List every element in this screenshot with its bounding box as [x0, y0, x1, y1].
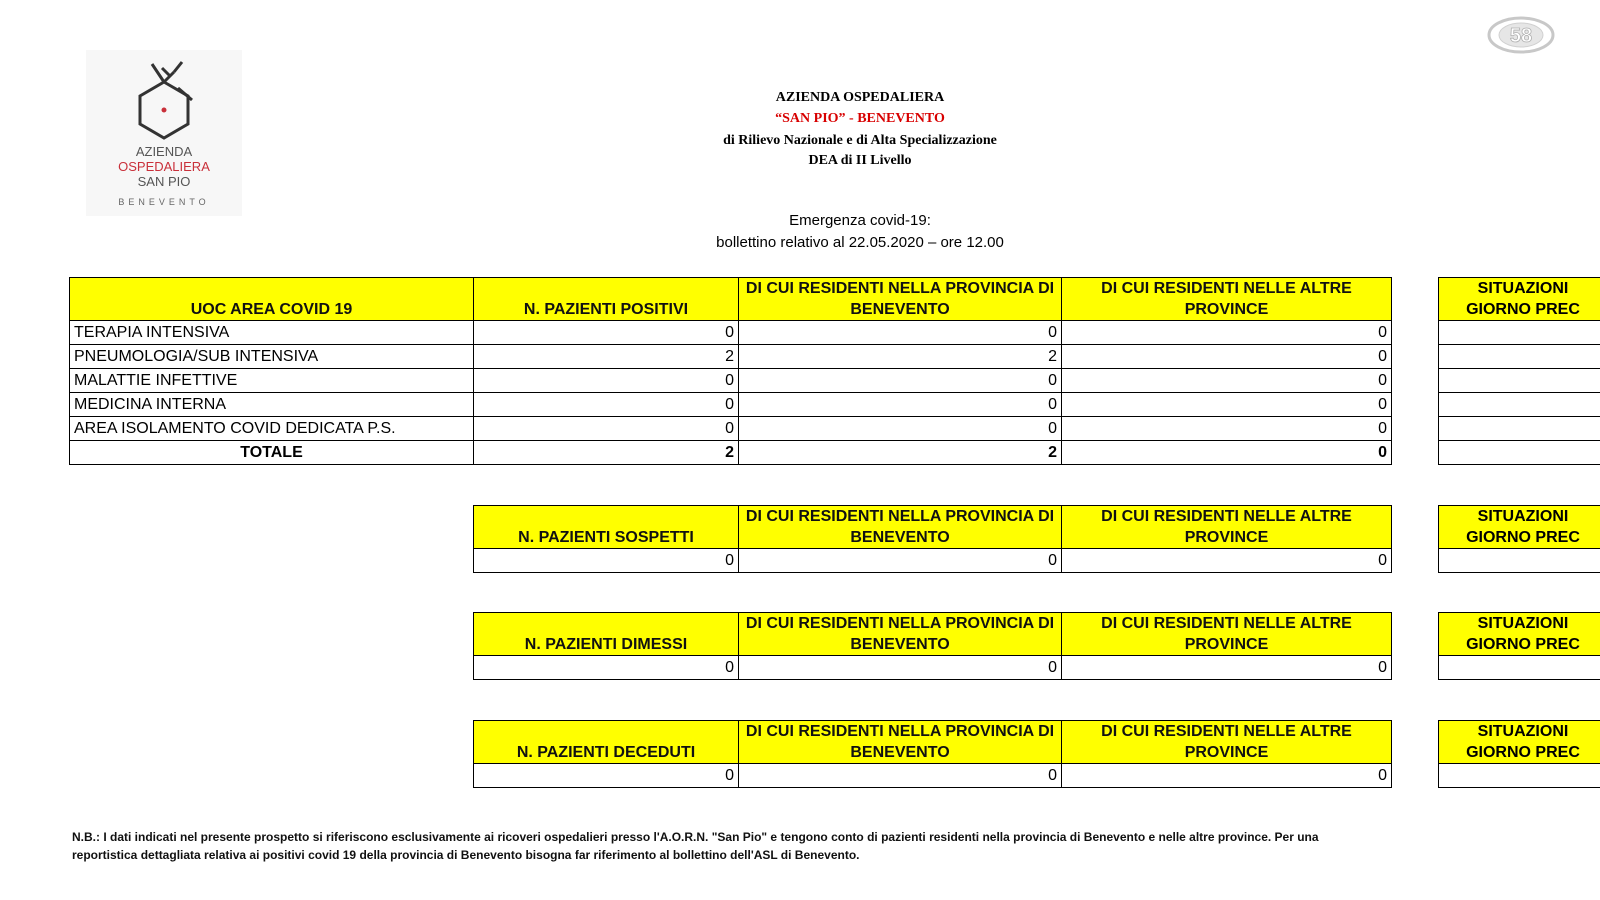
table-row	[474, 656, 1392, 680]
side-cell	[1439, 764, 1600, 788]
header-cell: DI CUI RESIDENTI NELLE ALTRE PROVINCE	[1062, 613, 1392, 656]
cell-value: 0	[474, 656, 739, 680]
cell-value: 0	[1062, 656, 1392, 680]
side-header-cell: SITUAZIONI GIORNO PREC	[1439, 278, 1600, 321]
cell-value: 0	[1062, 321, 1392, 345]
deceduti-table	[473, 720, 1392, 788]
channel-watermark	[1486, 14, 1556, 56]
header-cell: UOC AREA COVID 19	[70, 278, 474, 321]
watermark-label: 58	[1509, 25, 1533, 47]
sospetti-table	[473, 505, 1392, 573]
side-cell	[1439, 321, 1600, 345]
header-cell: DI CUI RESIDENTI NELLE ALTRE PROVINCE	[1062, 506, 1392, 549]
header-cell: DI CUI RESIDENTI NELLE ALTRE PROVINCE	[1062, 278, 1392, 321]
cell-value: 0	[1062, 417, 1392, 441]
table-row	[474, 549, 1392, 573]
footnote-line-1: N.B.: I dati indicati nel presente prospetto si riferiscono esclusivamente ai ricoveri ospedalieri presso l'A.O.R.N. "San Pio" e tengono conto di pazienti residenti nella provincia di Benevento e nelle altre province. Per una	[72, 830, 1319, 844]
dimessi-table	[473, 612, 1392, 680]
cell-value: 2	[739, 345, 1062, 369]
header-cell: N. PAZIENTI DECEDUTI	[474, 721, 739, 764]
side-cell	[1439, 345, 1600, 369]
previous-day-table	[1438, 612, 1600, 680]
cell-value: 0	[739, 321, 1062, 345]
total-row	[70, 441, 1392, 465]
row-label: MEDICINA INTERNA	[70, 393, 474, 417]
cell-value: 0	[1062, 393, 1392, 417]
cell-value: 0	[474, 549, 739, 573]
channel-logo-icon	[1486, 14, 1556, 56]
cell-value: 0	[1062, 369, 1392, 393]
main-covid-table	[69, 277, 1392, 465]
hospital-logo	[86, 50, 242, 216]
header-cell: N. PAZIENTI DIMESSI	[474, 613, 739, 656]
subtitle-line-2: bollettino relativo al 22.05.2020 – ore 12.00	[716, 234, 1004, 251]
header-cell: N. PAZIENTI SOSPETTI	[474, 506, 739, 549]
previous-day-table	[1438, 505, 1600, 573]
total-value: 0	[1062, 441, 1392, 465]
header-cell: N. PAZIENTI POSITIVI	[474, 278, 739, 321]
header-cell: DI CUI RESIDENTI NELLE ALTRE PROVINCE	[1062, 721, 1392, 764]
previous-day-table	[1438, 720, 1600, 788]
side-cell	[1439, 393, 1600, 417]
table-row	[474, 764, 1392, 788]
header-line-3: di Rilievo Nazionale e di Alta Specializzazione	[723, 133, 997, 148]
logo-line-2: OSPEDALIERA	[118, 159, 210, 174]
side-cell	[1439, 656, 1600, 680]
footnote-line-2: reportistica dettagliata relativa ai positivi covid 19 della provincia di Benevento bisogna far riferimento al bollettino dell'ASL di Benevento.	[72, 848, 860, 862]
side-cell	[1439, 369, 1600, 393]
side-header-cell: SITUAZIONI GIORNO PREC	[1439, 506, 1600, 549]
cell-value: 0	[474, 321, 739, 345]
subtitle-line-1: Emergenza covid-19:	[789, 212, 931, 229]
row-label: TERAPIA INTENSIVA	[70, 321, 474, 345]
row-label: MALATTIE INFETTIVE	[70, 369, 474, 393]
logo-line-3: SAN PIO	[137, 174, 191, 189]
header-cell: DI CUI RESIDENTI NELLA PROVINCIA DI BENEVENTO	[739, 506, 1062, 549]
total-value: 2	[474, 441, 739, 465]
table-row	[70, 369, 1392, 393]
side-cell	[1439, 549, 1600, 573]
total-label: TOTALE	[70, 441, 474, 465]
header-line-2: “SAN PIO” - BENEVENTO	[775, 111, 945, 126]
cell-value: 0	[739, 393, 1062, 417]
side-cell	[1439, 417, 1600, 441]
table-row	[70, 393, 1392, 417]
cell-value: 0	[474, 369, 739, 393]
header-cell: DI CUI RESIDENTI NELLA PROVINCIA DI BENEVENTO	[739, 613, 1062, 656]
row-label: PNEUMOLOGIA/SUB INTENSIVA	[70, 345, 474, 369]
footnote	[72, 828, 1572, 864]
table-header-row	[70, 278, 1392, 321]
cell-value: 0	[474, 417, 739, 441]
cell-value: 0	[739, 549, 1062, 573]
header-cell: DI CUI RESIDENTI NELLA PROVINCIA DI BENEVENTO	[739, 721, 1062, 764]
table-row	[70, 321, 1392, 345]
total-value: 2	[739, 441, 1062, 465]
row-label: AREA ISOLAMENTO COVID DEDICATA P.S.	[70, 417, 474, 441]
cell-value: 0	[474, 393, 739, 417]
logo-line-4: BENEVENTO	[118, 197, 210, 207]
header-cell: DI CUI RESIDENTI NELLA PROVINCIA DI BENEVENTO	[739, 278, 1062, 321]
cell-value: 0	[739, 764, 1062, 788]
cell-value: 0	[1062, 549, 1392, 573]
logo-line-1: AZIENDA	[135, 144, 193, 159]
cell-value: 0	[1062, 345, 1392, 369]
table-row	[70, 417, 1392, 441]
cell-value: 2	[474, 345, 739, 369]
side-header-cell: SITUAZIONI GIORNO PREC	[1439, 613, 1600, 656]
side-cell	[1439, 441, 1600, 465]
cell-value: 0	[739, 369, 1062, 393]
cell-value: 0	[474, 764, 739, 788]
cell-value: 0	[1062, 764, 1392, 788]
side-header-cell: SITUAZIONI GIORNO PREC	[1439, 721, 1600, 764]
table-header-row	[474, 506, 1392, 549]
header-line-4: DEA di II Livello	[808, 153, 912, 168]
table-header-row	[474, 613, 1392, 656]
cell-value: 0	[739, 656, 1062, 680]
hexagon-logo-icon	[126, 58, 202, 144]
table-row	[70, 345, 1392, 369]
table-header-row	[474, 721, 1392, 764]
previous-day-table	[1438, 277, 1600, 465]
cell-value: 0	[739, 417, 1062, 441]
header-line-1: AZIENDA OSPEDALIERA	[775, 90, 945, 105]
